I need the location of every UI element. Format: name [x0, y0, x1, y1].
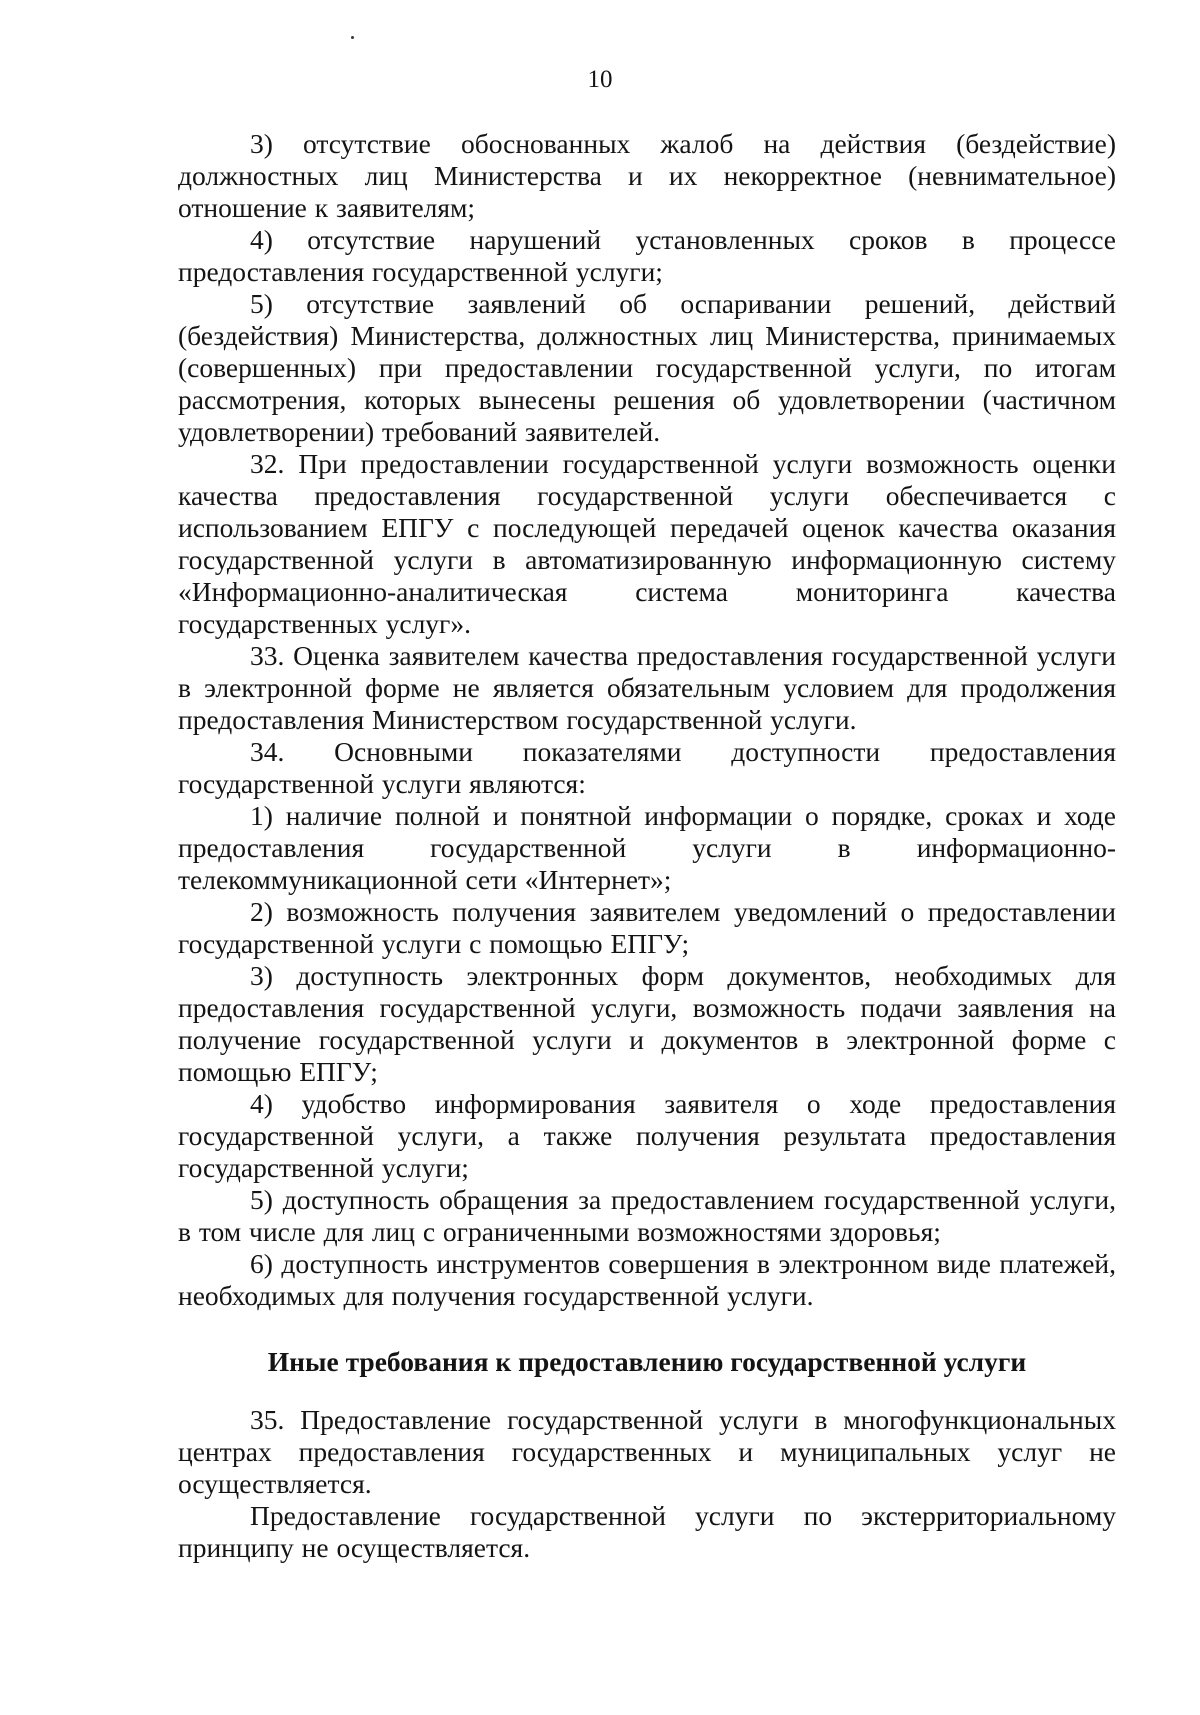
document-body	[178, 128, 1116, 1564]
paragraph-34-item-3: 3) доступность электронных форм документов, необходимых для предоставления государственной услуги, возможность подачи заявления на получение государственной услуги и документов в электронной форме с помощью ЕПГУ;	[178, 960, 1116, 1087]
paragraph-34-item-4: 4) удобство информирования заявителя о ходе предоставления государственной услуги, а также получения результата предоставления государственной услуги;	[178, 1088, 1116, 1183]
paragraph-33: 33. Оценка заявителем качества предоставления государственной услуги в электронной форме не является обязательным условием для продолжения предоставления Министерством государственной услуги.	[178, 640, 1116, 735]
paragraph-34-item-1: 1) наличие полной и понятной информации о порядке, сроках и ходе предоставления государственной услуги в информационно-телекоммуникационной сети «Интернет»;	[178, 800, 1116, 895]
page-number: 10	[587, 66, 613, 93]
paragraph-extraterritorial: Предоставление государственной услуги по экстерриториальному принципу не осуществляется.	[178, 1500, 1116, 1563]
paragraph-34-item-2: 2) возможность получения заявителем уведомлений о предоставлении государственной услуги с помощью ЕПГУ;	[178, 896, 1116, 959]
paragraph-32: 32. При предоставлении государственной услуги возможность оценки качества предоставления государственной услуги обеспечивается с использованием ЕПГУ с последующей передачей оценок качества оказания государственной услуги в автоматизированную информационную систему «Информационно-аналитическая система мониторинга качества государственных услуг».	[178, 448, 1116, 639]
paragraph-item-5-appeals: 5) отсутствие заявлений об оспаривании решений, действий (бездействия) Министерства, должностных лиц Министерства, принимаемых (совершенных) при предоставлении государственной услуги, по итогам рассмотрения, которых вынесены решения об удовлетворении (частичном удовлетворении) требований заявителей.	[178, 288, 1116, 447]
paragraph-item-3-complaints: 3) отсутствие обоснованных жалоб на действия (бездействие) должностных лиц Министерства и их некорректное (невнимательное) отношение к заявителям;	[178, 128, 1116, 223]
paragraph-34-item-6: 6) доступность инструментов совершения в электронном виде платежей, необходимых для получения государственной услуги.	[178, 1248, 1116, 1311]
paragraph-35: 35. Предоставление государственной услуги в многофункциональных центрах предоставления государственных и муниципальных услуг не осуществляется.	[178, 1404, 1116, 1499]
paragraph-34: 34. Основными показателями доступности предоставления государственной услуги являются:	[178, 736, 1116, 799]
scan-speck	[351, 36, 354, 39]
paragraph-34-item-5: 5) доступность обращения за предоставлением государственной услуги, в том числе для лиц с ограниченными возможностями здоровья;	[178, 1184, 1116, 1247]
paragraph-item-4-deadlines: 4) отсутствие нарушений установленных сроков в процессе предоставления государственной услуги;	[178, 224, 1116, 287]
section-heading: Иные требования к предоставлению государственной услуги	[267, 1346, 1027, 1377]
